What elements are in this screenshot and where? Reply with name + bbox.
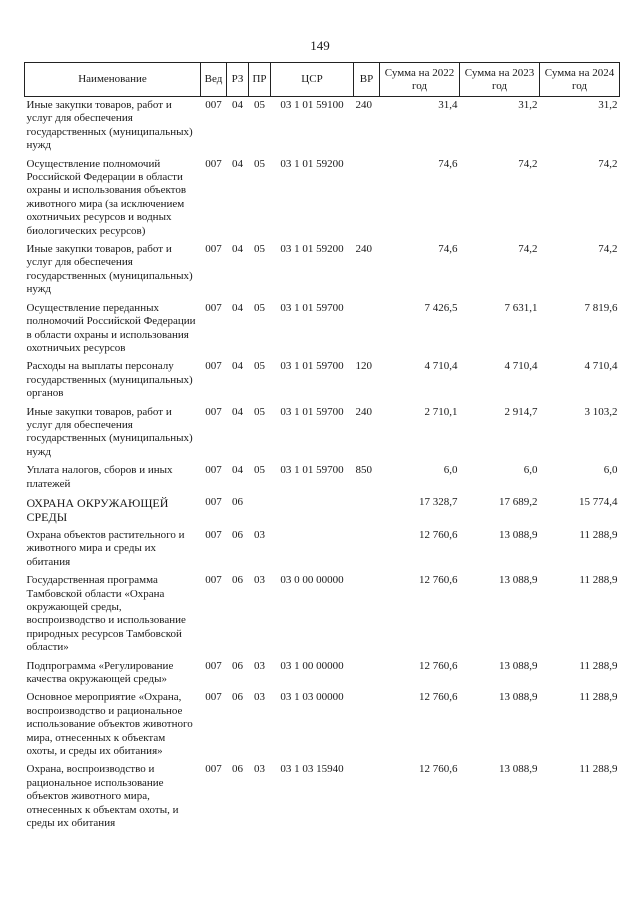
row-rz: 06 bbox=[232, 659, 243, 672]
row-sum-2023: 13 088,9 bbox=[499, 763, 538, 776]
row-pr: 05 bbox=[254, 157, 265, 170]
header-pr: ПР bbox=[249, 63, 271, 97]
table-row bbox=[25, 241, 620, 300]
row-sum-2023: 4 710,4 bbox=[504, 360, 538, 373]
row-pr: 03 bbox=[254, 763, 265, 776]
row-ved: 007 bbox=[205, 691, 222, 704]
table-row bbox=[25, 572, 620, 657]
row-pr: 03 bbox=[254, 574, 265, 587]
row-sum-2024: 6,0 bbox=[603, 464, 618, 477]
row-name: Иные закупки товаров, работ и услуг для обеспечения государственных (муниципальных) нужд bbox=[26, 243, 193, 296]
row-name: Основное мероприятие «Охрана, воспроизводство и рациональное использование объектов животного мира, отнесенных к объектам охоты, и среды их обитания» bbox=[26, 691, 193, 758]
row-sum-2024: 31,2 bbox=[598, 99, 618, 111]
row-sum-2022: 17 328,7 bbox=[419, 495, 458, 508]
row-sum-2023: 74,2 bbox=[518, 157, 538, 170]
header-sum-2024: Сумма на 2024 год bbox=[540, 63, 620, 97]
table-body bbox=[25, 97, 620, 834]
row-sum-2022: 31,4 bbox=[438, 99, 458, 111]
row-rz: 04 bbox=[232, 360, 243, 373]
table-row bbox=[25, 156, 620, 241]
row-name: Осуществление полномочий Российской Федерации в области охраны и использования объектов животного мира (за исключением охотничьих ресурсов и водных биологических ресурсов) bbox=[26, 157, 187, 237]
row-rz: 04 bbox=[232, 157, 243, 170]
row-ved: 007 bbox=[205, 301, 222, 314]
table-row bbox=[25, 462, 620, 494]
row-name: Охрана объектов растительного и животного мира и среды их обитания bbox=[26, 528, 185, 568]
row-pr: 05 bbox=[254, 243, 265, 256]
header-sum-2023: Сумма на 2023 год bbox=[460, 63, 540, 97]
table-header-row bbox=[25, 63, 620, 97]
table-row bbox=[25, 300, 620, 359]
header-ved: Вед bbox=[201, 63, 227, 97]
row-sum-2023: 2 914,7 bbox=[504, 405, 538, 418]
row-vr bbox=[354, 527, 380, 572]
row-name: Осуществление переданных полномочий Российской Федерации в области охраны и использования охотничьих ресурсов bbox=[26, 301, 196, 354]
row-vr bbox=[354, 156, 380, 241]
row-sum-2023: 31,2 bbox=[518, 99, 538, 111]
row-ved: 007 bbox=[205, 243, 222, 256]
row-csr bbox=[271, 527, 354, 572]
row-sum-2022: 74,6 bbox=[438, 243, 458, 256]
header-vr: ВР bbox=[354, 63, 380, 97]
row-pr: 05 bbox=[254, 464, 265, 477]
row-vr bbox=[354, 689, 380, 761]
row-ved: 007 bbox=[205, 659, 222, 672]
row-sum-2024: 11 288,9 bbox=[579, 528, 618, 541]
row-sum-2022: 12 760,6 bbox=[419, 528, 458, 541]
row-name: Расходы на выплаты персоналу государственных (муниципальных) органов bbox=[26, 360, 193, 400]
header-name: Наименование bbox=[25, 63, 201, 97]
row-sum-2023: 13 088,9 bbox=[499, 691, 538, 704]
table-row bbox=[25, 358, 620, 403]
row-sum-2024: 11 288,9 bbox=[579, 574, 618, 587]
header-sum-2022: Сумма на 2022 год bbox=[380, 63, 460, 97]
row-rz: 04 bbox=[232, 405, 243, 418]
header-csr: ЦСР bbox=[271, 63, 354, 97]
row-sum-2022: 6,0 bbox=[443, 464, 458, 477]
row-csr: 03 1 01 59200 bbox=[280, 157, 344, 170]
row-rz: 04 bbox=[232, 99, 243, 111]
row-ved: 007 bbox=[205, 405, 222, 418]
row-vr: 240 bbox=[355, 243, 372, 256]
row-csr bbox=[271, 494, 354, 527]
row-pr: 03 bbox=[254, 659, 265, 672]
row-sum-2022: 12 760,6 bbox=[419, 574, 458, 587]
table-row bbox=[25, 404, 620, 463]
row-sum-2022: 2 710,1 bbox=[424, 405, 458, 418]
row-name: Подпрограмма «Регулирование качества окружающей среды» bbox=[26, 659, 174, 686]
row-sum-2024: 11 288,9 bbox=[579, 659, 618, 672]
row-sum-2023: 6,0 bbox=[523, 464, 538, 477]
row-pr: 05 bbox=[254, 360, 265, 373]
row-sum-2022: 4 710,4 bbox=[424, 360, 458, 373]
row-sum-2022: 12 760,6 bbox=[419, 691, 458, 704]
row-sum-2024: 3 103,2 bbox=[584, 405, 618, 418]
row-vr: 120 bbox=[355, 360, 372, 373]
row-pr: 03 bbox=[254, 528, 265, 541]
row-rz: 04 bbox=[232, 243, 243, 256]
row-vr bbox=[354, 494, 380, 527]
row-csr: 03 1 01 59200 bbox=[280, 243, 344, 256]
row-ved: 007 bbox=[205, 528, 222, 541]
row-rz: 04 bbox=[232, 464, 243, 477]
row-name: Иные закупки товаров, работ и услуг для обеспечения государственных (муниципальных) нужд bbox=[26, 99, 193, 152]
row-vr bbox=[354, 761, 380, 833]
row-sum-2024: 74,2 bbox=[598, 157, 618, 170]
row-sum-2022: 12 760,6 bbox=[419, 763, 458, 776]
row-csr: 03 1 03 00000 bbox=[280, 691, 344, 704]
row-pr: 05 bbox=[254, 99, 265, 111]
row-sum-2023: 13 088,9 bbox=[499, 574, 538, 587]
row-ved: 007 bbox=[205, 495, 222, 508]
row-name: Уплата налогов, сборов и иных платежей bbox=[26, 464, 173, 490]
row-pr bbox=[249, 494, 271, 527]
row-pr: 05 bbox=[254, 405, 265, 418]
table-row bbox=[25, 527, 620, 572]
row-pr: 03 bbox=[254, 691, 265, 704]
row-sum-2022: 12 760,6 bbox=[419, 659, 458, 672]
table-row bbox=[25, 761, 620, 833]
row-csr: 03 1 01 59700 bbox=[280, 360, 344, 373]
row-sum-2024: 74,2 bbox=[598, 243, 618, 256]
row-sum-2022: 74,6 bbox=[438, 157, 458, 170]
budget-table bbox=[24, 62, 620, 834]
row-ved: 007 bbox=[205, 763, 222, 776]
row-pr: 05 bbox=[254, 301, 265, 314]
row-vr: 240 bbox=[355, 405, 372, 418]
row-rz: 04 bbox=[232, 301, 243, 314]
row-rz: 06 bbox=[232, 763, 243, 776]
table-row bbox=[25, 494, 620, 527]
row-csr: 03 1 01 59700 bbox=[280, 405, 344, 418]
table-row bbox=[25, 97, 620, 156]
row-sum-2024: 4 710,4 bbox=[584, 360, 618, 373]
row-ved: 007 bbox=[205, 464, 222, 477]
row-ved: 007 bbox=[205, 574, 222, 587]
header-rz: РЗ bbox=[227, 63, 249, 97]
row-name: ОХРАНА ОКРУЖАЮЩЕЙ СРЕДЫ bbox=[26, 495, 169, 524]
row-sum-2023: 17 689,2 bbox=[499, 495, 538, 508]
row-name: Охрана, воспроизводство и рациональное использование объектов животного мира, отнесенных к объектам охоты, и среды их обитания bbox=[26, 763, 179, 830]
row-csr: 03 0 00 00000 bbox=[280, 574, 344, 587]
row-vr: 850 bbox=[355, 464, 372, 477]
row-sum-2023: 7 631,1 bbox=[504, 301, 538, 314]
row-csr: 03 1 00 00000 bbox=[280, 659, 344, 672]
row-vr bbox=[354, 300, 380, 359]
row-sum-2024: 11 288,9 bbox=[579, 763, 618, 776]
row-ved: 007 bbox=[205, 99, 222, 111]
row-sum-2023: 13 088,9 bbox=[499, 528, 538, 541]
row-sum-2024: 7 819,6 bbox=[584, 301, 618, 314]
row-name: Иные закупки товаров, работ и услуг для обеспечения государственных (муниципальных) нужд bbox=[26, 405, 193, 458]
row-sum-2022: 7 426,5 bbox=[424, 301, 458, 314]
row-sum-2023: 74,2 bbox=[518, 243, 538, 256]
row-rz: 06 bbox=[232, 691, 243, 704]
row-name: Государственная программа Тамбовской области «Охрана окружающей среды, воспроизводство и использование природных ресурсов Тамбовской области» bbox=[26, 574, 186, 654]
table-row bbox=[25, 689, 620, 761]
row-ved: 007 bbox=[205, 360, 222, 373]
table-row bbox=[25, 658, 620, 690]
row-ved: 007 bbox=[205, 157, 222, 170]
row-sum-2024: 11 288,9 bbox=[579, 691, 618, 704]
row-rz: 06 bbox=[232, 528, 243, 541]
row-csr: 03 1 01 59100 bbox=[280, 99, 344, 111]
row-rz: 06 bbox=[232, 495, 243, 508]
row-vr bbox=[354, 572, 380, 657]
row-vr bbox=[354, 658, 380, 690]
row-csr: 03 1 01 59700 bbox=[280, 301, 344, 314]
row-csr: 03 1 01 59700 bbox=[280, 464, 344, 477]
page-number: 149 bbox=[310, 38, 330, 53]
row-rz: 06 bbox=[232, 574, 243, 587]
row-sum-2024: 15 774,4 bbox=[579, 495, 618, 508]
row-sum-2023: 13 088,9 bbox=[499, 659, 538, 672]
row-vr: 240 bbox=[355, 99, 372, 111]
row-csr: 03 1 03 15940 bbox=[280, 763, 344, 776]
